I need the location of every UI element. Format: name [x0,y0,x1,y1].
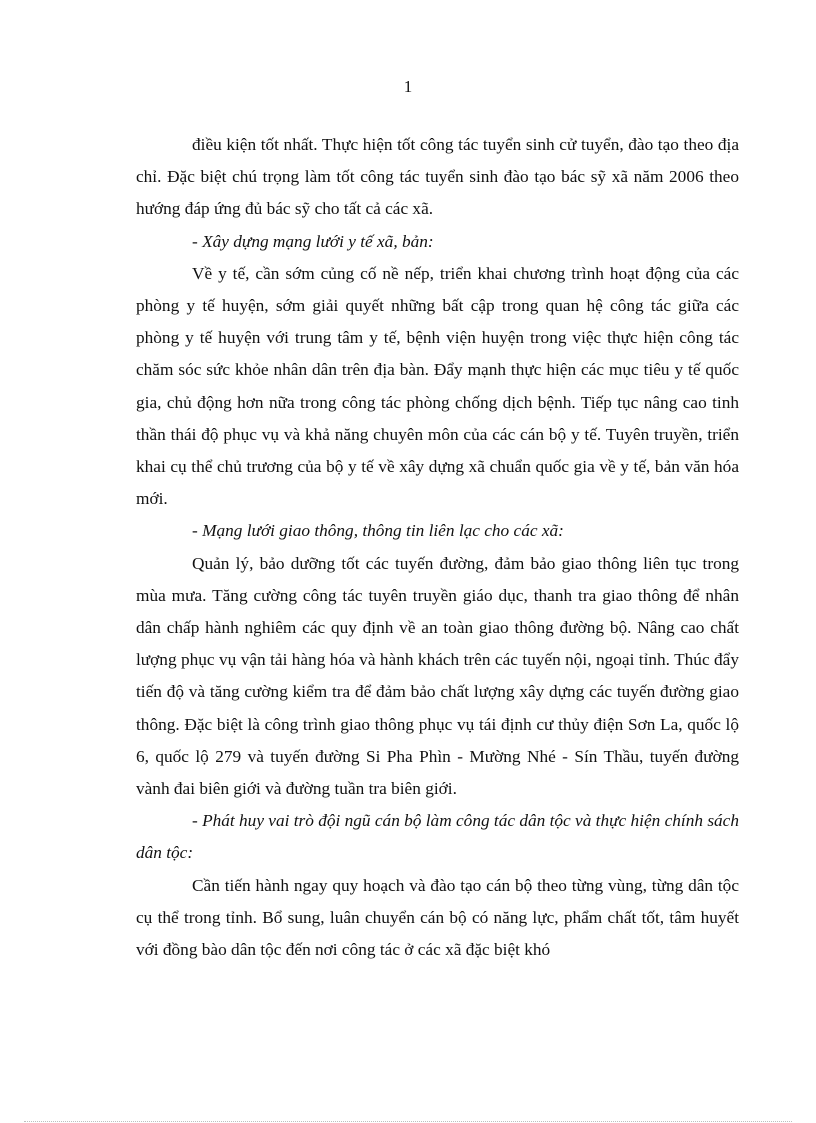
paragraph-transport: Quản lý, bảo dưỡng tốt các tuyến đường, đảm bảo giao thông liên tục trong mùa mưa. Tăng cường công tác tuyên truyền giáo dục, thanh tra giao thông để nhân dân chấp hành nghiêm các quy định về an toàn giao thông đường bộ. Nâng cao chất lượng phục vụ vận tải hàng hóa và hành khách trên các tuyến nội, ngoại tỉnh. Thúc đẩy tiến độ và tăng cường kiểm tra để đảm bảo chất lượng xây dựng các tuyến đường giao thông. Đặc biệt là công trình giao thông phục vụ tái định cư thủy điện Sơn La, quốc lộ 6, quốc lộ 279 và tuyến đường Si Pha Phìn - Mường Nhé - Sín Thầu, tuyến đường vành đai biên giới và đường tuần tra biên giới. [136,553,739,799]
section-heading-health: - Xây dựng mạng lưới y tế xã, bản: [192,231,434,251]
paragraph-health: Về y tế, cần sớm củng cố nề nếp, triển khai chương trình hoạt động của các phòng y tế huyện, sớm giải quyết những bất cập trong quan hệ công tác giữa các phòng y tế huyện với trung tâm y tế, bệnh viện huyện trong việc thực hiện công tác chăm sóc sức khỏe nhân dân trên địa bàn. Đẩy mạnh thực hiện các mục tiêu y tế quốc gia, chủ động hơn nữa trong công tác phòng chống dịch bệnh. Tiếp tục nâng cao tinh thần thái độ phục vụ và khả năng chuyên môn của các cán bộ y tế. Tuyên truyền, triển khai cụ thể chủ trương của bộ y tế về xây dựng xã chuẩn quốc gia về y tế, bản văn hóa mới. [136,263,739,509]
paragraph-intro: điều kiện tốt nhất. Thực hiện tốt công tác tuyển sinh cử tuyển, đào tạo theo địa chỉ. Đặc biệt chú trọng làm tốt công tác tuyển sinh đào tạo bác sỹ xã năm 2006 theo hướng đáp ứng đủ bác sỹ cho tất cả các xã. [136,135,739,219]
document-body [136,129,739,966]
section-heading-ethnic-cadres: - Phát huy vai trò đội ngũ cán bộ làm công tác dân tộc và thực hiện chính sách dân tộc: [136,811,739,863]
paragraph-ethnic-cadres: Cần tiến hành ngay quy hoạch và đào tạo cán bộ theo từng vùng, từng dân tộc cụ thể trong tỉnh. Bổ sung, luân chuyển cán bộ có năng lực, phẩm chất tốt, tâm huyết với đồng bào dân tộc đến nơi công tác ở các xã đặc biệt khó [136,875,739,960]
page-bottom-rule [24,1121,792,1122]
section-heading-transport: - Mạng lưới giao thông, thông tin liên lạc cho các xã: [192,521,564,541]
page-number: 1 [403,77,413,96]
